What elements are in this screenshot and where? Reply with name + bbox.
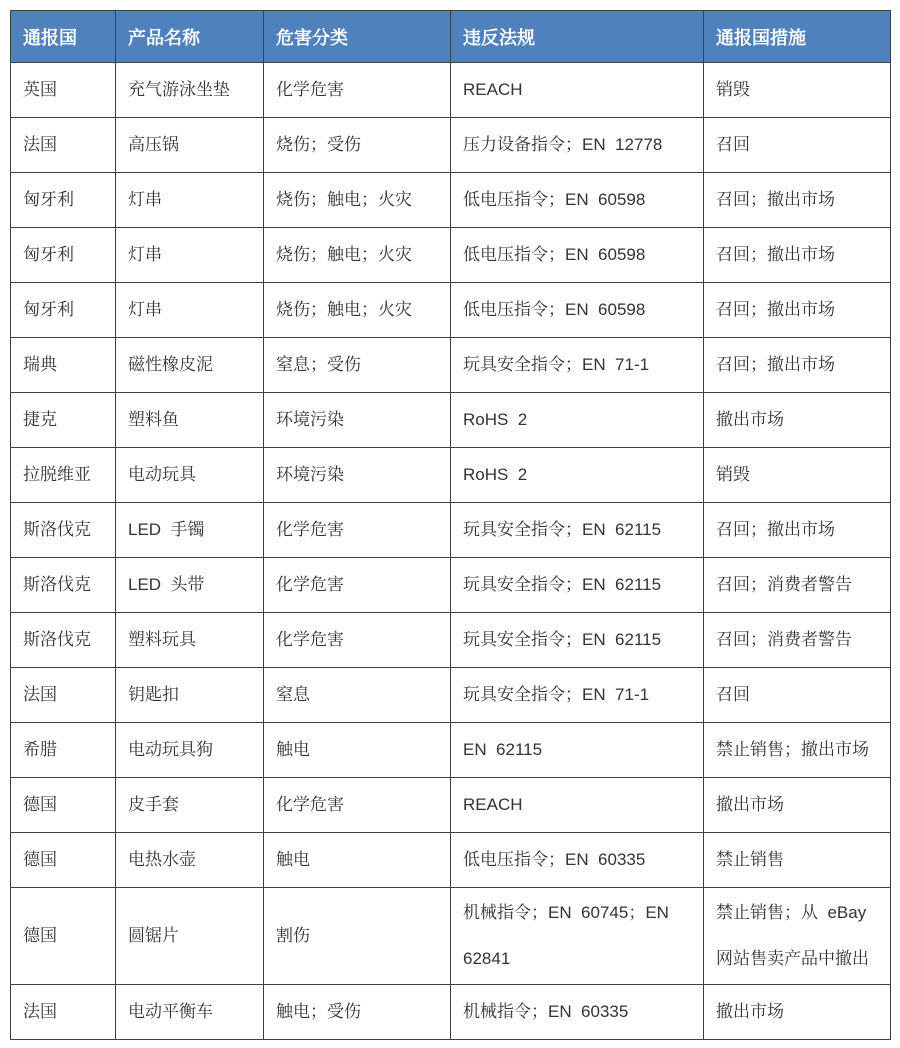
table-row [11, 668, 891, 723]
table-cell: 电动平衡车 [116, 985, 264, 1040]
table-cell: 召回；消费者警告 [704, 558, 891, 613]
table-cell: 德国 [11, 778, 116, 833]
table-cell: 触电 [264, 723, 451, 778]
table-cell: LED 手镯 [116, 503, 264, 558]
table-cell: 撤出市场 [704, 778, 891, 833]
header-cell-country: 通报国 [11, 11, 116, 63]
table-cell: 斯洛伐克 [11, 613, 116, 668]
table-cell: 窒息 [264, 668, 451, 723]
table-cell: 英国 [11, 63, 116, 118]
table-cell: 希腊 [11, 723, 116, 778]
header-cell-regulation: 违反法规 [451, 11, 704, 63]
table-cell: REACH [451, 63, 704, 118]
table-cell: 磁性橡皮泥 [116, 338, 264, 393]
table-cell: 机械指令；EN 60335 [451, 985, 704, 1040]
table-cell: 禁止销售；从 eBay 网站售卖产品中撤出 [704, 888, 891, 985]
table-cell: 压力设备指令；EN 12778 [451, 118, 704, 173]
table-cell: LED 头带 [116, 558, 264, 613]
table-cell: 玩具安全指令；EN 71-1 [451, 668, 704, 723]
table-row [11, 778, 891, 833]
table-cell: 召回 [704, 118, 891, 173]
table-cell: 灯串 [116, 283, 264, 338]
table-cell: 高压锅 [116, 118, 264, 173]
table-cell: 撤出市场 [704, 393, 891, 448]
header-row [11, 11, 891, 63]
table-cell: 低电压指令；EN 60335 [451, 833, 704, 888]
header-cell-measure: 通报国措施 [704, 11, 891, 63]
table-cell: 低电压指令；EN 60598 [451, 173, 704, 228]
table-cell: 禁止销售；撤出市场 [704, 723, 891, 778]
table-cell: 玩具安全指令；EN 62115 [451, 503, 704, 558]
table-row [11, 613, 891, 668]
table-cell: 窒息；受伤 [264, 338, 451, 393]
table-cell: 环境污染 [264, 393, 451, 448]
table-cell: 低电压指令；EN 60598 [451, 283, 704, 338]
table-cell: 塑料玩具 [116, 613, 264, 668]
table-row [11, 118, 891, 173]
table-cell: 召回；撤出市场 [704, 228, 891, 283]
table-cell: 拉脱维亚 [11, 448, 116, 503]
table-cell: 塑料鱼 [116, 393, 264, 448]
product-recall-table [10, 10, 891, 1040]
table-cell: 销毁 [704, 448, 891, 503]
table-cell: 充气游泳坐垫 [116, 63, 264, 118]
table-row [11, 338, 891, 393]
table-row [11, 63, 891, 118]
table-cell: 电动玩具狗 [116, 723, 264, 778]
table-cell: 烧伤；触电；火灾 [264, 173, 451, 228]
table-cell: 法国 [11, 985, 116, 1040]
table-cell: 匈牙利 [11, 173, 116, 228]
table-cell: 化学危害 [264, 63, 451, 118]
table-cell: 烧伤；触电；火灾 [264, 283, 451, 338]
table-cell: 召回；撤出市场 [704, 338, 891, 393]
table-cell: 匈牙利 [11, 228, 116, 283]
table-cell: 低电压指令；EN 60598 [451, 228, 704, 283]
header-cell-product: 产品名称 [116, 11, 264, 63]
table-row [11, 283, 891, 338]
table-cell: 德国 [11, 833, 116, 888]
table-header [11, 11, 891, 63]
table-row [11, 448, 891, 503]
table-cell: 销毁 [704, 63, 891, 118]
table-cell: 触电；受伤 [264, 985, 451, 1040]
table-cell: 匈牙利 [11, 283, 116, 338]
table-cell: 瑞典 [11, 338, 116, 393]
table-cell: 法国 [11, 118, 116, 173]
notifications-table-container [10, 10, 890, 1040]
table-cell: 玩具安全指令；EN 62115 [451, 558, 704, 613]
table-cell: 电动玩具 [116, 448, 264, 503]
table-cell: 钥匙扣 [116, 668, 264, 723]
table-cell: 召回；撤出市场 [704, 283, 891, 338]
header-cell-hazard: 危害分类 [264, 11, 451, 63]
table-cell: 灯串 [116, 173, 264, 228]
table-cell: 化学危害 [264, 558, 451, 613]
table-row [11, 173, 891, 228]
table-cell: 触电 [264, 833, 451, 888]
table-cell: 召回；撤出市场 [704, 173, 891, 228]
table-cell: 机械指令；EN 60745；EN 62841 [451, 888, 704, 985]
table-row [11, 985, 891, 1040]
table-cell: 化学危害 [264, 778, 451, 833]
table-cell: 玩具安全指令；EN 71-1 [451, 338, 704, 393]
table-cell: 皮手套 [116, 778, 264, 833]
table-row [11, 888, 891, 985]
table-cell: 化学危害 [264, 613, 451, 668]
table-cell: 召回；消费者警告 [704, 613, 891, 668]
table-cell: 烧伤；触电；火灾 [264, 228, 451, 283]
table-cell: EN 62115 [451, 723, 704, 778]
table-cell: 捷克 [11, 393, 116, 448]
table-cell: 电热水壶 [116, 833, 264, 888]
table-row [11, 833, 891, 888]
table-cell: 法国 [11, 668, 116, 723]
table-cell: 德国 [11, 888, 116, 985]
table-cell: 斯洛伐克 [11, 503, 116, 558]
table-cell: 环境污染 [264, 448, 451, 503]
table-cell: 撤出市场 [704, 985, 891, 1040]
table-cell: 割伤 [264, 888, 451, 985]
table-row [11, 723, 891, 778]
table-row [11, 503, 891, 558]
table-cell: REACH [451, 778, 704, 833]
table-cell: 召回 [704, 668, 891, 723]
table-cell: 圆锯片 [116, 888, 264, 985]
table-cell: 禁止销售 [704, 833, 891, 888]
table-cell: 玩具安全指令；EN 62115 [451, 613, 704, 668]
table-cell: RoHS 2 [451, 393, 704, 448]
table-cell: 斯洛伐克 [11, 558, 116, 613]
table-cell: 化学危害 [264, 503, 451, 558]
table-row [11, 558, 891, 613]
table-cell: 灯串 [116, 228, 264, 283]
table-cell: 召回；撤出市场 [704, 503, 891, 558]
table-cell: RoHS 2 [451, 448, 704, 503]
table-row [11, 228, 891, 283]
table-cell: 烧伤；受伤 [264, 118, 451, 173]
table-row [11, 393, 891, 448]
table-body [11, 63, 891, 1040]
